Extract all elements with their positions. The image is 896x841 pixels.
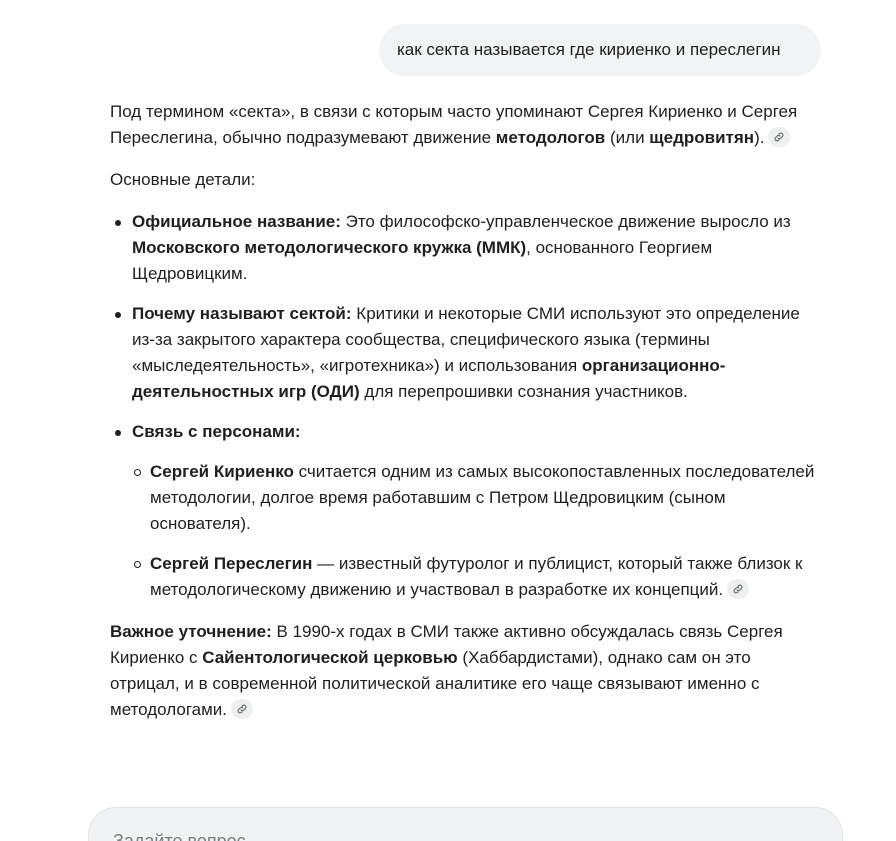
person-description: считается одним из самых высокопоставленных последователей методологии, долгое время работавшим с Петром Щедровицким (сыном основателя). [150, 462, 815, 533]
sublist-item [132, 551, 825, 603]
answer-intro [110, 99, 825, 151]
assistant-answer [110, 99, 825, 739]
list-item [110, 301, 825, 405]
link-icon [732, 583, 744, 595]
source-link-button[interactable] [231, 699, 253, 719]
intro-text: ). [754, 128, 765, 147]
list-item [110, 419, 825, 603]
source-link-button[interactable] [727, 579, 749, 599]
list-item-bold: Московского методологического кружка (ММК) [132, 238, 527, 257]
intro-text: (или [605, 128, 650, 147]
list-item-label: Официальное название: [132, 212, 341, 231]
details-heading: Основные детали: [110, 170, 256, 189]
note-text: В 1990-х годах в СМИ также активно обсуждалась связь Сергея Кириенко с [110, 622, 783, 667]
important-note [110, 619, 825, 723]
list-item-label: Почему называют сектой: [132, 304, 352, 323]
prompt-input-container[interactable] [88, 807, 843, 841]
intro-bold-term: методологов [495, 128, 606, 147]
note-bold: Сайентологической церковью [202, 648, 458, 667]
prompt-input[interactable] [111, 826, 715, 841]
person-name: Сергей Переслегин [150, 554, 313, 573]
person-description: — известный футуролог и публицист, который также близок к методологическому движению и участвовал в разработке их концепций. [150, 554, 803, 599]
list-item-text: , основанного Георгием Щедровицким. [132, 238, 713, 283]
list-item-text: для перепрошивки сознания участников. [359, 382, 688, 401]
intro-bold-term: щедровитян [649, 128, 755, 147]
intro-text: Под термином «секта», в связи с которым часто упоминают Сергея Кириенко и Сергея Переслегина, обычно подразумевают движение [110, 102, 798, 147]
list-item [110, 209, 825, 287]
details-list [110, 209, 825, 603]
user-message-bubble [379, 24, 821, 76]
note-text: (Хаббардистами), однако сам он это отрицал, и в современной политической аналитике его чаще связывают именно с методологами. [110, 648, 760, 719]
link-icon [236, 703, 248, 715]
note-label: Важное уточнение: [110, 622, 272, 641]
persons-sublist [132, 459, 825, 603]
link-icon [773, 131, 785, 143]
list-item-label: Связь с персонами: [132, 422, 301, 441]
list-item-text: Это философско-управленческое движение выросло из [340, 212, 791, 231]
source-link-button[interactable] [768, 127, 790, 147]
list-item-text: Критики и некоторые СМИ используют это определение из-за закрытого характера сообщества, специфического языка (термины «мыследеятельность», «игротехника») и использования [132, 304, 800, 375]
person-name: Сергей Кириенко [150, 462, 294, 481]
user-message-text: как секта называется где кириенко и переслегин [397, 40, 781, 59]
sublist-item [132, 459, 825, 537]
list-item-bold: организационно-деятельностных игр (ОДИ) [132, 356, 726, 401]
